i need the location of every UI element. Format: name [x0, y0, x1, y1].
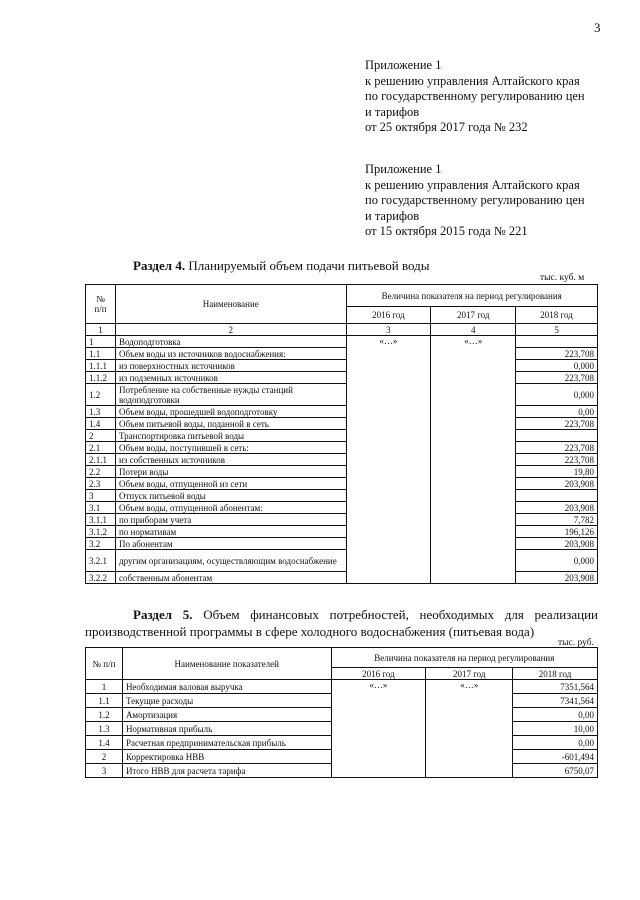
value-2018: 0,000 [516, 384, 598, 406]
header-name: Наименование [115, 285, 346, 324]
value-2018 [516, 336, 598, 348]
table-row [86, 736, 598, 750]
value-2018: 0,000 [516, 360, 598, 372]
value-2017 [431, 550, 516, 572]
section5-label: Раздел 5. [133, 607, 193, 622]
row-number: 1.2 [86, 384, 116, 406]
appendix-line: от 25 октября 2017 года № 232 [365, 120, 528, 134]
value-2018: 223,708 [516, 418, 598, 430]
row-name: по приборам учета [115, 514, 346, 526]
row-number: 1.3 [86, 722, 123, 736]
row-name: Объем воды, прошедшей водоподготовку [115, 406, 346, 418]
appendix-line: и тарифов [365, 104, 420, 119]
table-row [86, 572, 598, 584]
value-2016 [346, 360, 431, 372]
row-name: Нормативная прибыль [122, 722, 331, 736]
row-number: 1 [86, 680, 123, 694]
header-name: Наименование показателей [122, 648, 331, 680]
value-2016: «…» [346, 336, 431, 348]
row-name: по нормативам [115, 526, 346, 538]
value-2017: «…» [426, 680, 513, 694]
appendix-line: к решению управления Алтайского края [365, 73, 580, 88]
table-row [86, 418, 598, 430]
column-number: 3 [346, 324, 431, 336]
row-name: Амортизация [122, 708, 331, 722]
value-2018: 223,708 [516, 442, 598, 454]
row-number: 2.1.1 [86, 454, 116, 466]
value-2018: 7351,564 [513, 680, 598, 694]
value-2016 [346, 454, 431, 466]
value-2018: 7341,564 [513, 694, 598, 708]
row-number: 2.2 [86, 466, 116, 478]
value-2018: 0,00 [513, 708, 598, 722]
value-2018: 7,782 [516, 514, 598, 526]
value-2018 [516, 430, 598, 442]
row-number: 3.1.1 [86, 514, 116, 526]
section5-units: тыс. руб. [558, 638, 594, 648]
value-2017 [431, 478, 516, 490]
table-row [86, 514, 598, 526]
row-number: 3.2.2 [86, 572, 116, 584]
value-2018: 203,908 [516, 478, 598, 490]
value-2018: 203,908 [516, 572, 598, 584]
table-header-row [86, 648, 598, 668]
section4-units: тыс. куб. м [540, 273, 585, 283]
row-name: Транспортировка питьевой воды [115, 430, 346, 442]
row-name: другим организациям, осуществляющим водоснабжение [115, 550, 346, 572]
column-number: 2 [115, 324, 346, 336]
table-row [86, 750, 598, 764]
row-name: Потери воды [115, 466, 346, 478]
appendix-line: Приложение 1 [365, 162, 442, 176]
value-2017 [426, 736, 513, 750]
table-row [86, 336, 598, 348]
table-row [86, 502, 598, 514]
table-row [86, 722, 598, 736]
row-name: Текущие расходы [122, 694, 331, 708]
value-2016 [346, 490, 431, 502]
value-2016 [331, 736, 426, 750]
appendix-current [365, 58, 585, 136]
row-number: 3.1.2 [86, 526, 116, 538]
section4-heading [133, 257, 430, 274]
column-number: 5 [516, 324, 598, 336]
row-name: Расчетная предпринимательская прибыль [122, 736, 331, 750]
value-2018: 203,908 [516, 502, 598, 514]
value-2017 [431, 466, 516, 478]
header-year: 2017 год [431, 307, 516, 324]
value-2017 [431, 526, 516, 538]
value-2018: 0,00 [516, 406, 598, 418]
table-row [86, 764, 598, 778]
table-header-row [86, 285, 598, 307]
value-2017 [431, 384, 516, 406]
table-row [86, 442, 598, 454]
header-period: Величина показателя на период регулирования [331, 648, 597, 668]
value-2016 [346, 478, 431, 490]
value-2016 [346, 384, 431, 406]
row-number: 1.1 [86, 694, 123, 708]
row-number: 1.4 [86, 736, 123, 750]
value-2017 [431, 514, 516, 526]
appendix-previous [365, 162, 585, 240]
header-year: 2018 год [513, 668, 598, 680]
table-row [86, 490, 598, 502]
table-row [86, 348, 598, 360]
value-2017 [431, 572, 516, 584]
row-number: 1.1 [86, 348, 116, 360]
value-2016 [331, 750, 426, 764]
value-2017 [431, 502, 516, 514]
appendix-line: от 15 октября 2015 года № 221 [365, 224, 528, 238]
table-row [86, 372, 598, 384]
value-2017 [431, 348, 516, 360]
value-2017 [431, 430, 516, 442]
value-2016 [346, 442, 431, 454]
table-row [86, 680, 598, 694]
value-2017 [431, 406, 516, 418]
value-2016 [331, 722, 426, 736]
value-2017 [431, 360, 516, 372]
value-2017 [431, 372, 516, 384]
row-number: 3.1 [86, 502, 116, 514]
table-row [86, 478, 598, 490]
value-2017 [431, 442, 516, 454]
row-name: Объем воды, отпущенной из сети [115, 478, 346, 490]
value-2016 [346, 466, 431, 478]
value-2018: 203,908 [516, 538, 598, 550]
value-2017 [431, 490, 516, 502]
value-2017 [431, 538, 516, 550]
value-2016 [346, 572, 431, 584]
section5-table [85, 647, 598, 778]
row-name: Объем воды, отпущенной абонентам: [115, 502, 346, 514]
value-2016 [331, 764, 426, 778]
value-2016 [346, 430, 431, 442]
appendix-line: по государственному регулированию цен [365, 89, 585, 103]
row-name: из собственных источников [115, 454, 346, 466]
row-number: 1.2 [86, 708, 123, 722]
row-name: Объем питьевой воды, поданной в сеть [115, 418, 346, 430]
section4-table [85, 284, 598, 584]
row-number: 3.2 [86, 538, 116, 550]
section5-title: Объем финансовых потребностей, необходимых для реализации производственной программы в сфере холодного водоснабжения (питьевая вода) [85, 607, 599, 639]
header-period: Величина показателя на период регулирования [346, 285, 598, 307]
value-2016 [346, 526, 431, 538]
row-name: Объем воды из источников водоснабжения: [115, 348, 346, 360]
column-number: 1 [86, 324, 116, 336]
row-name: По абонентам [115, 538, 346, 550]
row-number: 2 [86, 430, 116, 442]
table-row [86, 550, 598, 572]
value-2016 [346, 418, 431, 430]
table-row [86, 360, 598, 372]
value-2016 [346, 406, 431, 418]
row-name: собственным абонентам [115, 572, 346, 584]
value-2016 [346, 348, 431, 360]
value-2017 [426, 750, 513, 764]
row-number: 1.1.2 [86, 372, 116, 384]
header-year: 2017 год [426, 668, 513, 680]
value-2017 [426, 764, 513, 778]
header-num [86, 285, 116, 324]
table-row [86, 708, 598, 722]
table-row [86, 694, 598, 708]
value-2018: 196,126 [516, 526, 598, 538]
appendix-line: и тарифов [365, 208, 420, 223]
header-year: 2016 год [331, 668, 426, 680]
section4-title: Планируемый объем подачи питьевой воды [188, 258, 430, 273]
row-name: Водоподготовка [115, 336, 346, 348]
row-name: из подземных источников [115, 372, 346, 384]
table-row [86, 454, 598, 466]
value-2018: 223,708 [516, 348, 598, 360]
value-2018: 223,708 [516, 454, 598, 466]
row-name: Потребление на собственные нужды станций водоподготовки [115, 384, 346, 406]
row-number: 3.2.1 [86, 550, 116, 572]
value-2017 [431, 454, 516, 466]
value-2017: «…» [431, 336, 516, 348]
value-2017 [431, 418, 516, 430]
table-row [86, 430, 598, 442]
value-2018: 0,00 [513, 736, 598, 750]
row-name: из поверхностных источников [115, 360, 346, 372]
table-row [86, 538, 598, 550]
section5-heading [85, 606, 598, 640]
value-2016 [346, 514, 431, 526]
value-2018: 6750,07 [513, 764, 598, 778]
row-name: Корректировка НВВ [122, 750, 331, 764]
row-number: 1.3 [86, 406, 116, 418]
header-year: 2016 год [346, 307, 431, 324]
row-number: 2.3 [86, 478, 116, 490]
header-num-line: № [96, 294, 105, 304]
table-row [86, 526, 598, 538]
table-row [86, 466, 598, 478]
row-number: 1.1.1 [86, 360, 116, 372]
header-year: 2018 год [516, 307, 598, 324]
value-2016 [346, 538, 431, 550]
appendix-line: по государственному регулированию цен [365, 193, 585, 207]
value-2016 [346, 550, 431, 572]
row-number: 1 [86, 336, 116, 348]
column-number: 4 [431, 324, 516, 336]
header-num-line: п/п [94, 304, 107, 314]
header-num: № п/п [86, 648, 123, 680]
value-2017 [426, 694, 513, 708]
table-row [86, 406, 598, 418]
page-number: 3 [594, 20, 601, 35]
row-number: 1.4 [86, 418, 116, 430]
value-2018: -601,494 [513, 750, 598, 764]
row-number: 3 [86, 490, 116, 502]
row-name: Необходимая валовая выручка [122, 680, 331, 694]
row-number: 3 [86, 764, 123, 778]
value-2018: 10,00 [513, 722, 598, 736]
value-2018: 0,000 [516, 550, 598, 572]
section4-label: Раздел 4. [133, 258, 186, 273]
value-2017 [426, 722, 513, 736]
value-2018: 19,80 [516, 466, 598, 478]
value-2016 [346, 502, 431, 514]
table-row [86, 384, 598, 406]
value-2016 [331, 694, 426, 708]
value-2016: «…» [331, 680, 426, 694]
value-2017 [426, 708, 513, 722]
appendix-line: Приложение 1 [365, 58, 442, 72]
column-number-row [86, 324, 598, 336]
row-number: 2.1 [86, 442, 116, 454]
value-2018 [516, 490, 598, 502]
row-name: Объем воды, поступившей в сеть: [115, 442, 346, 454]
appendix-line: к решению управления Алтайского края [365, 177, 580, 192]
row-name: Итого НВВ для расчета тарифа [122, 764, 331, 778]
row-name: Отпуск питьевой воды [115, 490, 346, 502]
value-2018: 223,708 [516, 372, 598, 384]
value-2016 [346, 372, 431, 384]
value-2016 [331, 708, 426, 722]
row-number: 2 [86, 750, 123, 764]
